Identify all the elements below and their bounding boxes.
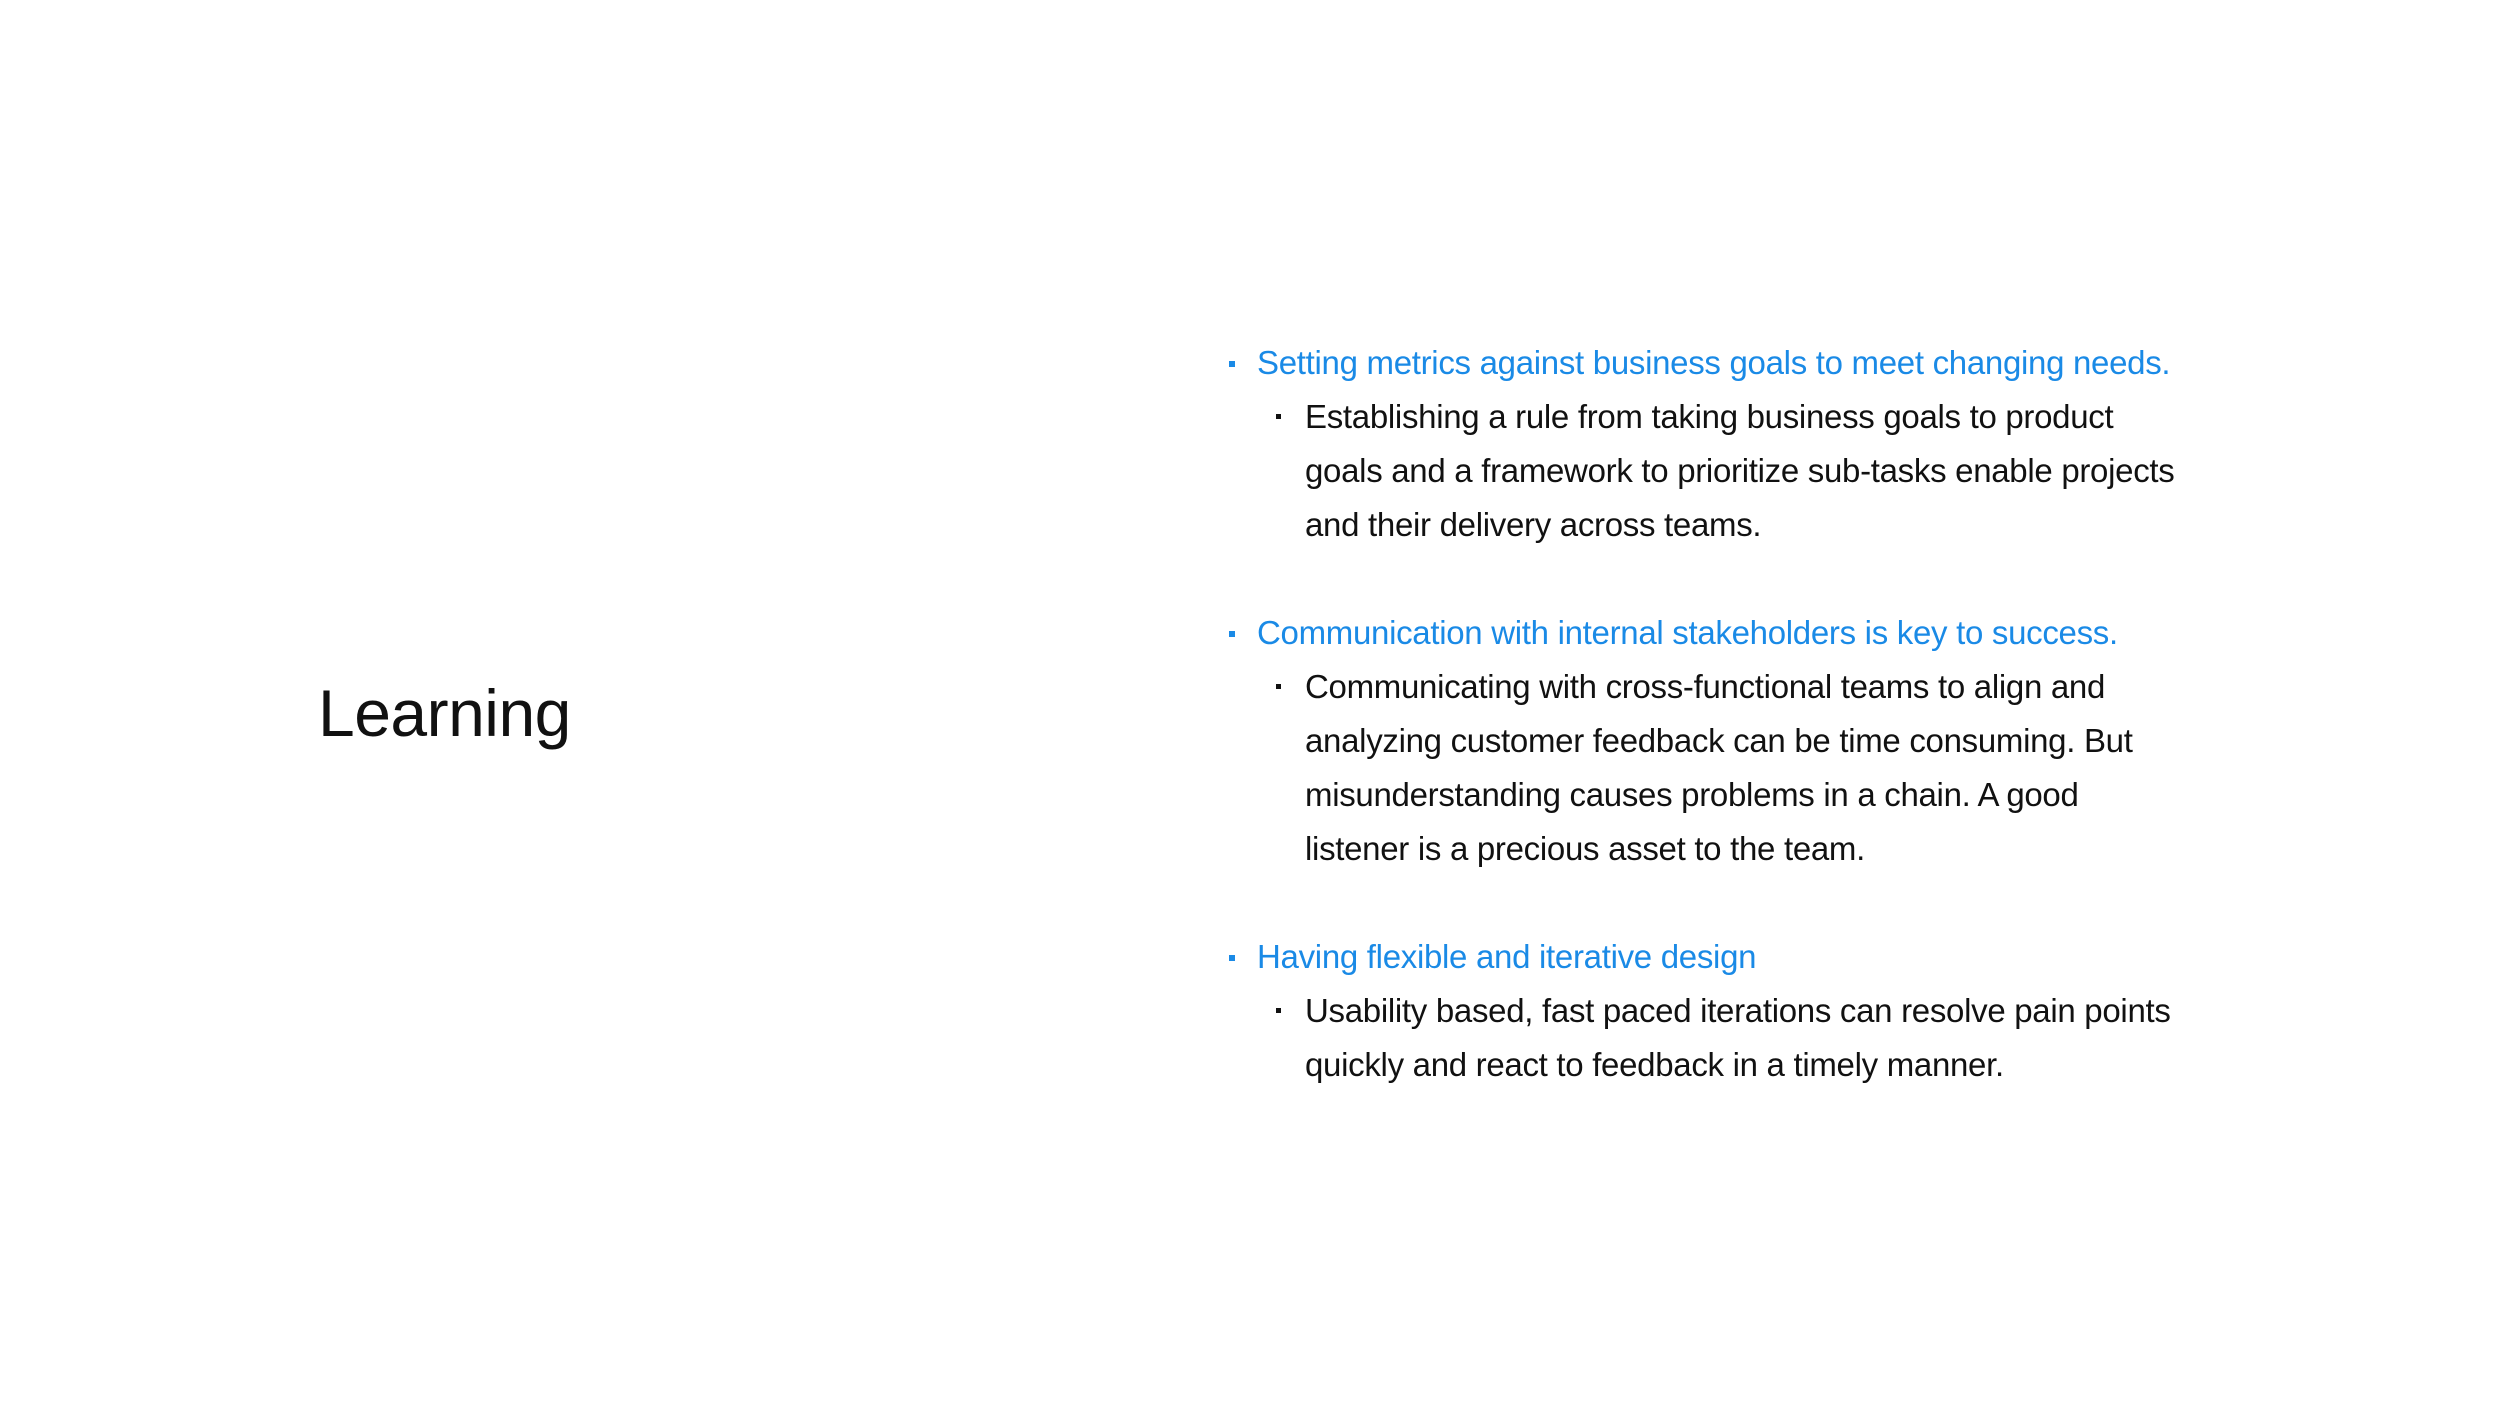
learning-point-detail: Communicating with cross-functional teams to align and analyzing customer feedback can be time consuming. But misunderstanding causes problems in a chain. A good listener is a precious asset to the team. [1305, 668, 2133, 867]
sub-bullet-icon [1276, 1008, 1281, 1013]
learning-point-detail: Establishing a rule from taking business goals to product goals and a framework to prioritize sub-tasks enable projects and their delivery across teams. [1305, 398, 2175, 543]
learning-point-heading: Communication with internal stakeholders is key to success. [1257, 614, 2118, 651]
learning-point-heading-row [1226, 930, 2226, 984]
learning-points-list [1226, 336, 2226, 1092]
learning-point-iterative-design [1226, 930, 2226, 1092]
learning-point-heading-row [1226, 606, 2226, 660]
learning-point-heading-row [1226, 336, 2226, 390]
learning-point-detail-row [1276, 390, 2226, 552]
learning-point-metrics [1226, 336, 2226, 552]
learning-point-detail: Usability based, fast paced iterations can resolve pain points quickly and react to feedback in a timely manner. [1305, 992, 2171, 1083]
sub-bullet-icon [1276, 414, 1281, 419]
sub-bullet-icon [1276, 684, 1281, 689]
bullet-icon [1229, 955, 1235, 961]
learning-point-heading: Having flexible and iterative design [1257, 938, 1757, 975]
learning-point-detail-row [1276, 984, 2226, 1092]
learning-point-communication [1226, 606, 2226, 876]
learning-point-detail-row [1276, 660, 2226, 876]
bullet-icon [1229, 631, 1235, 637]
slide-title: Learning [318, 676, 571, 750]
bullet-icon [1229, 361, 1235, 367]
learning-point-heading: Setting metrics against business goals to meet changing needs. [1257, 344, 2171, 381]
